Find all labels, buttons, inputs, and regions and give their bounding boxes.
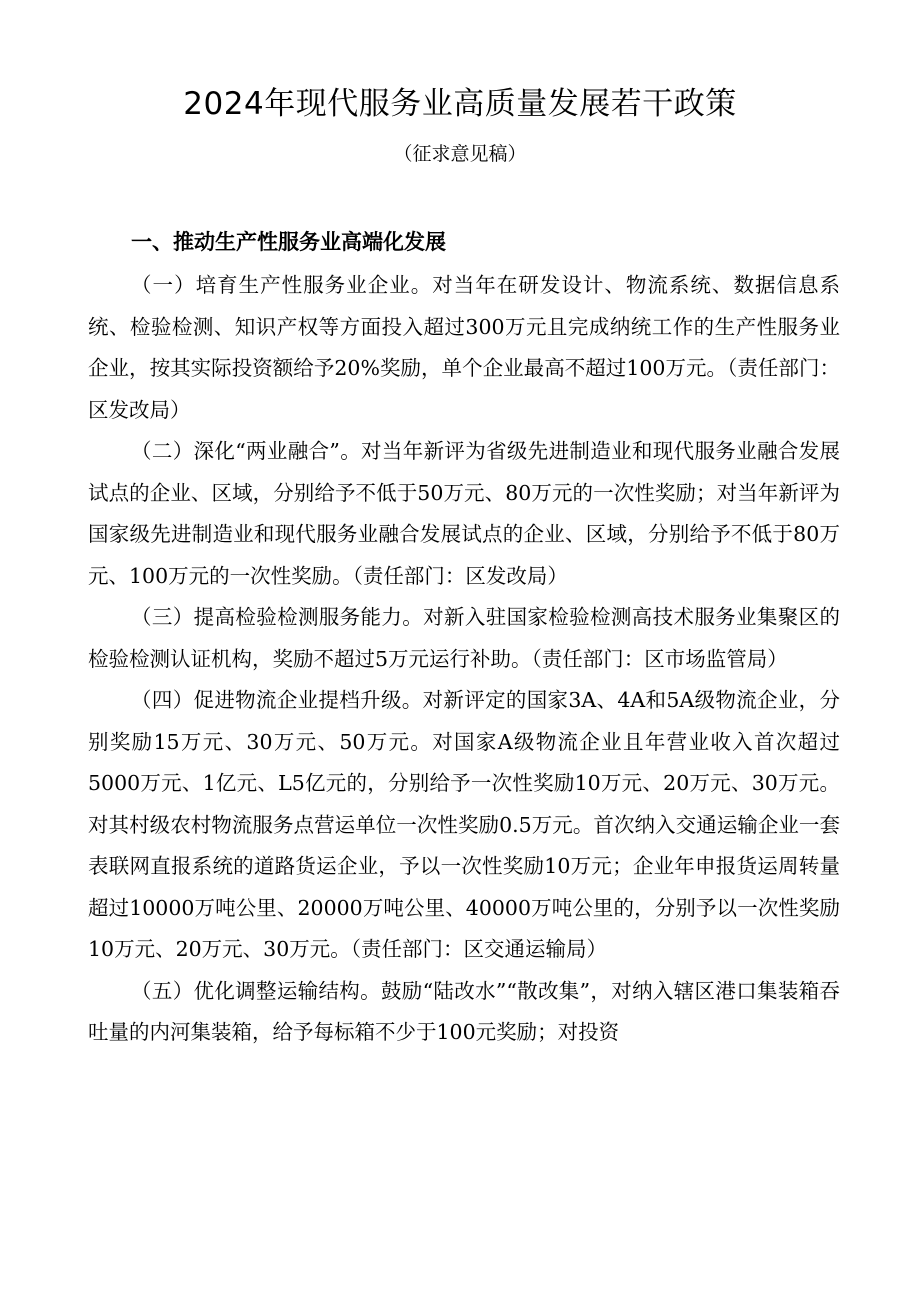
paragraph-2: （二）深化“两业融合”。对当年新评为省级先进制造业和现代服务业融合发展试点的企业、区域，分别给予不低于50万元、80万元的一次性奖励；对当年新评为国家级先进制造业和现代服务业融合发展试点的企业、区域，分别给予不低于80万元、100万元的一次性奖励。（责任部门：区发改局）	[88, 439, 840, 588]
paragraph-1: （一）培育生产性服务业企业。对当年在研发设计、物流系统、数据信息系统、检验检测、知识产权等方面投入超过300万元且完成纳统工作的生产性服务业企业，按其实际投资额给予20%奖励，单个企业最高不超过100万元。（责任部门：区发改局）	[88, 273, 840, 422]
section-heading: 一、推动生产性服务业高端化发展	[131, 230, 446, 254]
document-title: 2024年现代服务业高质量发展若干政策	[183, 86, 737, 122]
paragraph-5: （五）优化调整运输结构。鼓励“陆改水”“散改集”，对纳入辖区港口集装箱吞吐量的内河集装箱，给予每标箱不少于100元奖励；对投资	[88, 978, 840, 1044]
document-subtitle: （征求意见稿）	[393, 143, 527, 165]
paragraph-4: （四）促进物流企业提档升级。对新评定的国家3A、4A和5A级物流企业，分别奖励15万元、30万元、50万元。对国家A级物流企业且年营业收入首次超过5000万元、1亿元、L5亿元的，分别给予一次性奖励10万元、20万元、30万元。对其村级农村物流服务点营运单位一次性奖励0.5万元。首次纳入交通运输企业一套表联网直报系统的道路货运企业，予以一次性奖励10万元；企业年申报货运周转量超过10000万吨公里、20000万吨公里、40000万吨公里的，分别予以一次性奖励10万元、20万元、30万元。（责任部门：区交通运输局）	[88, 688, 840, 961]
paragraph-3: （三）提高检验检测服务能力。对新入驻国家检验检测高技术服务业集聚区的检验检测认证机构，奖励不超过5万元运行补助。（责任部门：区市场监管局）	[88, 605, 840, 671]
document-body	[88, 265, 840, 1054]
